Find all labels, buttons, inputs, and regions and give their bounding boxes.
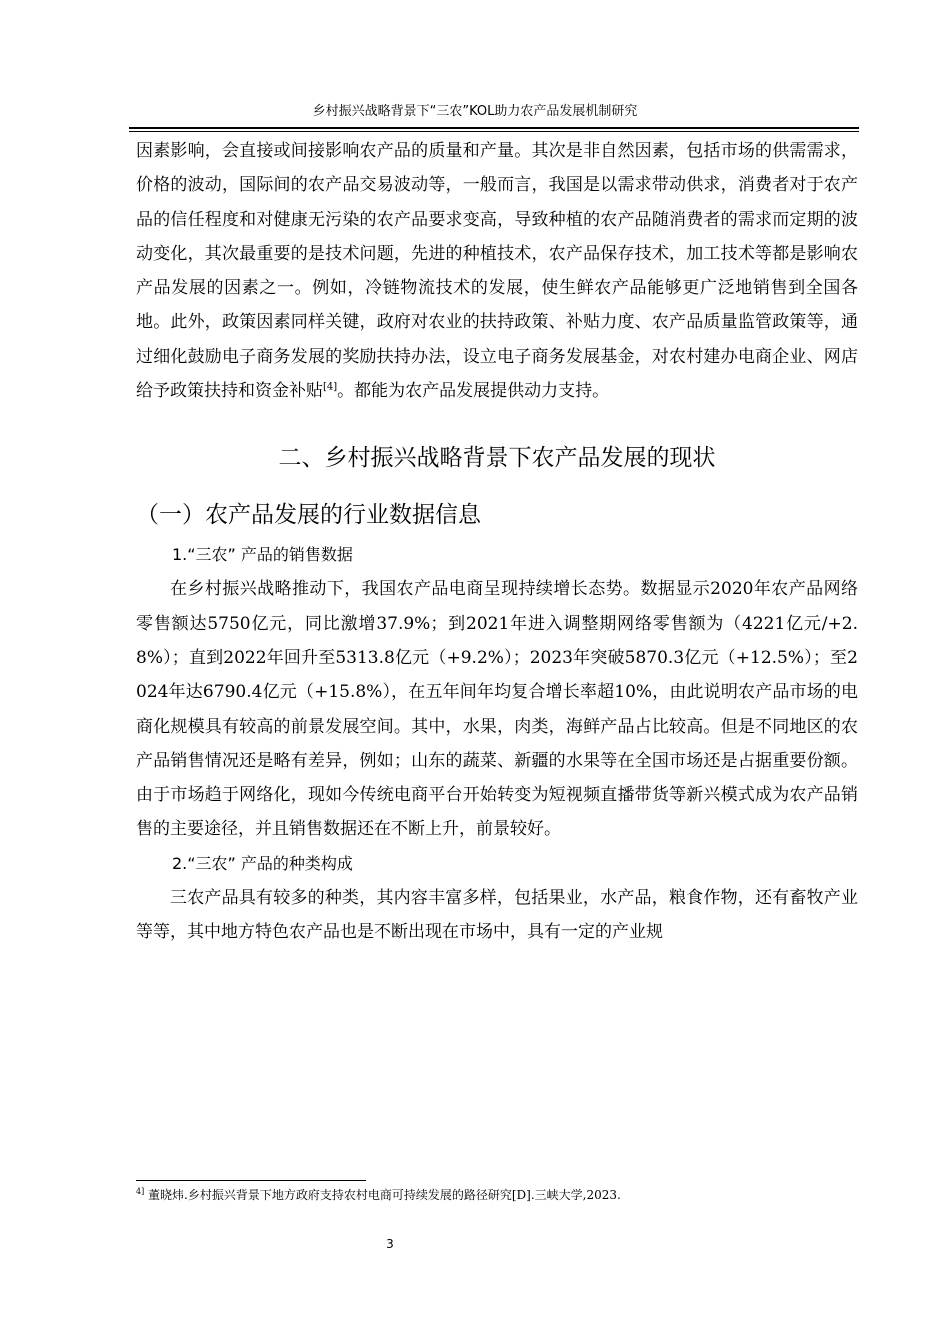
paragraph-text: 因素影响，会直接或间接影响农产品的质量和产量。其次是非自然因素，包括市场的供需需求，价格的波动，国际间的农产品交易波动等，一般而言，我国是以需求带动供求，消费者对于农产品的信任程度和对健康无污染的农产品要求变高，导致种植的农产品随消费者的需求而定期的波动变化，其次最重要的是技术问题，先进的种植技术，农产品保存技术，加工技术等都是影响农产品发展的因素之一。例如，冷链物流技术的发展，使生鲜农产品能够更广泛地销售到全国各地。此外，政策因素同样关键，政府对农业的扶持政策、补贴力度、农产品质量监管政策等，通过细化鼓励电子商务发展的奖励扶持办法，设立电子商务发展基金，对农村建办电商企业、网店给予政策扶持和资金补贴 (136, 141, 858, 402)
footnote-bracket: ] (141, 1187, 145, 1196)
subsection-heading: （一）农产品发展的行业数据信息 (136, 502, 481, 529)
paragraph-sales-data: 在乡村振兴战略推动下，我国农产品电商呈现持续增长态势。数据显示2020年农产品网络零售额达5750亿元，同比激增37.9%；到2021年进入调整期网络零售额为（4221亿元/+2.8%）；直到2022年回升至5313.8亿元（+9.2%）；2023年突破5870.3亿元（+12.5%）；至2024年达6790.4亿元（+15.8%），在五年间年均复合增长率超10%，由此说明农产品市场的电商化规模具有较高的前景发展空间。其中，水果，肉类，海鲜产品占比较高。但是不同地区的农产品销售情况还是略有差异，例如；山东的蔬菜、新疆的水果等在全国市场还是占据重要份额。由于市场趋于网络化，现如今传统电商平台开始转变为短视频直播带货等新兴模式成为农产品销售的主要途径，并且销售数据还在不断上升，前景较好。 (136, 579, 858, 840)
paragraph-continued (136, 134, 858, 408)
footnote-rule (136, 1180, 366, 1181)
section-heading: 二、乡村振兴战略背景下农产品发展的现状 (278, 445, 716, 472)
paragraph-product-types: 三农产品具有较多的种类，其内容丰富多样，包括果业，水产品，粮食作物，还有畜牧产业等等，其中地方特色农产品也是不断出现在市场中，具有一定的产业规 (136, 887, 858, 943)
footnote-reference[interactable]: [4] (323, 381, 338, 393)
sub-subsection-heading-types: 2.“三农” 产品的种类构成 (172, 853, 353, 873)
header-rule (129, 127, 859, 129)
footnote-text: 董晓炜.乡村振兴背景下地方政府支持农村电商可持续发展的路径研究[D].三峡大学,2023. (148, 1188, 621, 1202)
page-content (136, 134, 858, 949)
header-rule-thin (129, 131, 859, 132)
sub-subsection-heading-sales: 1.“三农” 产品的销售数据 (172, 545, 353, 565)
footnote-number: 4 (136, 1187, 142, 1196)
running-header: 乡村振兴战略背景下“三农”KOL助力农产品发展机制研究 (312, 104, 638, 119)
paragraph-text-tail: 。都能为农产品发展提供动力支持。 (337, 381, 610, 402)
footnote (136, 1187, 858, 1203)
page-number: 3 (386, 1237, 394, 1251)
